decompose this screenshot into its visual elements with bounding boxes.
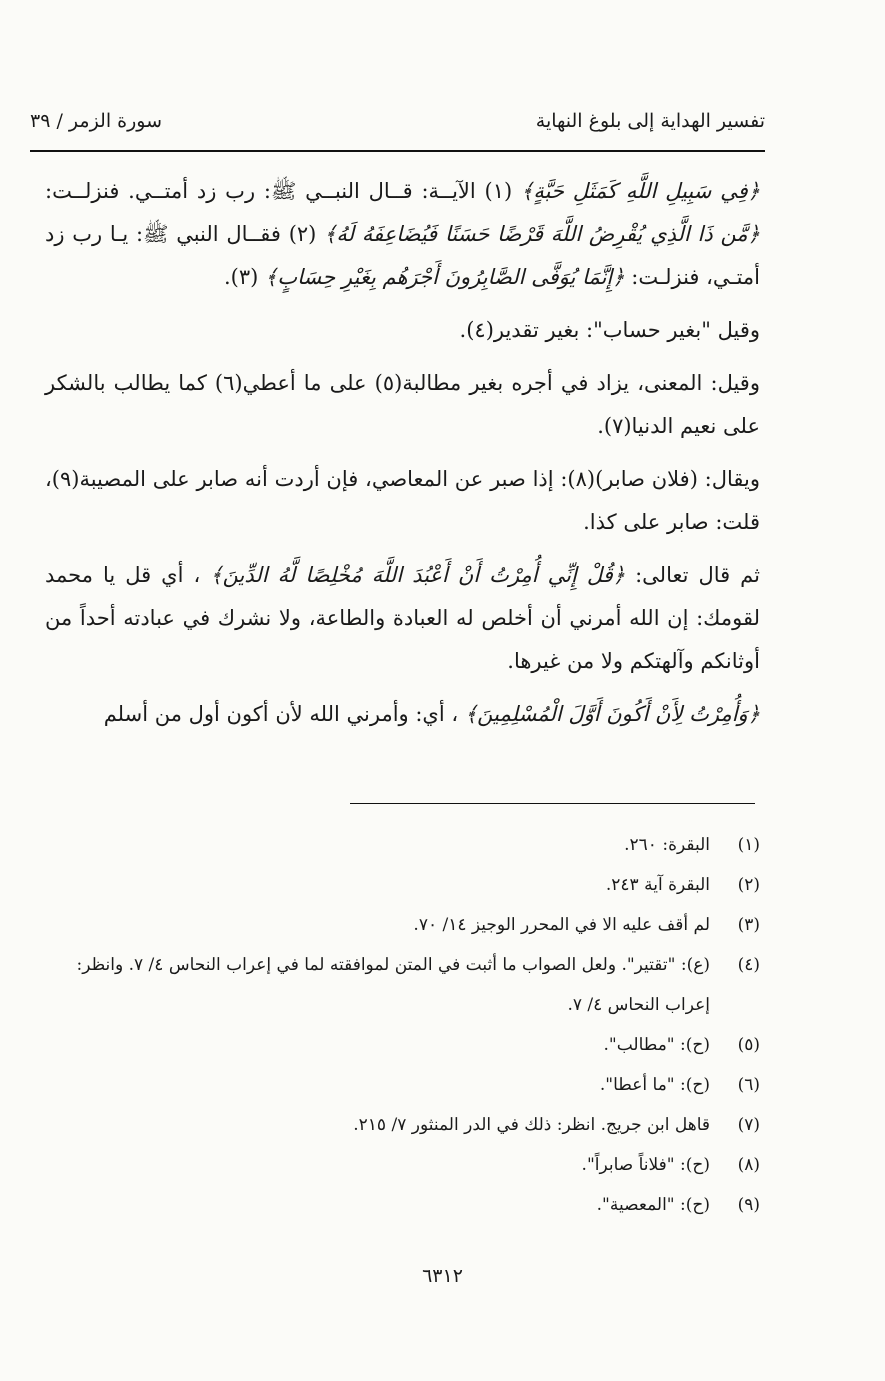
quran-verse: ﴿إِنَّمَا يُوَفَّى الصَّابِرُونَ أَجْرَهُم بِغَيْرِ حِسَابٍ﴾: [265, 265, 625, 289]
text-span: (٣).: [224, 265, 259, 289]
footnote: [30, 1185, 760, 1225]
text-span: ، أي قل يا محمد لقومك: إن الله أمرني أن أخلص له العبادة والطاعة، ولا نشرك في عبادته أحداً من أوثانكم وآلهتكم ولا من غيرها.: [45, 563, 760, 673]
paragraph-2: وقيل "بغير حساب": بغير تقدير(٤).: [459, 318, 760, 342]
main-text: [45, 170, 760, 746]
footnote: [30, 1025, 760, 1065]
header-rule: [30, 150, 765, 152]
footnote: [30, 1105, 760, 1145]
book-title: تفسير الهداية إلى بلوغ النهاية: [535, 110, 765, 132]
footnote-text: البقرة آية ٢٤٣.: [605, 875, 710, 895]
footnote-number: (٥): [737, 1035, 760, 1055]
footnote-text: (ع): "تقتير". ولعل الصواب ما أثبت في المتن لموافقته لما في إعراب النحاس ٤/ ٧. وانظر: إعراب النحاس ٤/ ٧.: [76, 955, 710, 1015]
quran-verse: ﴿قُلْ إِنِّي أُمِرْتُ أَنْ أَعْبُدَ اللَّهَ مُخْلِصًا لَّهُ الدِّينَ﴾: [210, 563, 626, 587]
footnote: [30, 825, 760, 865]
footnote: [30, 865, 760, 905]
footnote: [30, 1065, 760, 1105]
footnote-number: (٣): [737, 915, 760, 935]
footnote-rule: [350, 803, 755, 804]
text-span: (٢) فقــال النبي ﷺ: يـا رب زد أمتـي، فنزلـت:: [45, 222, 760, 289]
footnote-text: قاهل ابن جريج. انظر: ذلك في الدر المنثور ٧/ ٢١٥.: [353, 1115, 710, 1135]
footnotes: [30, 825, 760, 1225]
footnote-number: (٤): [737, 955, 760, 975]
footnote: [30, 945, 760, 1025]
footnote-number: (١): [737, 835, 760, 855]
footnote-number: (٩): [737, 1195, 760, 1215]
footnote-number: (٧): [737, 1115, 760, 1135]
footnote-text: (ح): "ما أعطا".: [599, 1075, 710, 1095]
text-span: ، أي: وأمرني الله لأن أكون أول من أسلم: [103, 702, 459, 726]
footnote-text: (ح): "فلاناً صابراً".: [581, 1155, 710, 1175]
text-span: (١) الآيــة: قــال النبــي ﷺ: رب زد أمتــي. فنزلــت:: [45, 179, 513, 203]
paragraph-1: [45, 170, 760, 299]
paragraph-4: ويقال: (فلان صابر)(٨): إذا صبر عن المعاصي، فإن أردت أنه صابر على المصيبة(٩)، قلت: صابر على كذا.: [45, 467, 760, 534]
footnote-number: (٢): [737, 875, 760, 895]
quran-verse: ﴿فِي سَبِيلِ اللَّهِ كَمَثَلِ حَبَّةٍ﴾: [521, 179, 760, 203]
footnote-number: (٦): [737, 1075, 760, 1095]
footnote-number: (٨): [737, 1155, 760, 1175]
surah-reference: سورة الزمر / ٣٩: [30, 110, 163, 132]
running-header: [30, 110, 765, 144]
page-number: ٦٣١٢: [422, 1265, 463, 1287]
footnote: [30, 1145, 760, 1185]
text-span: ثم قال تعالى:: [625, 563, 760, 587]
footnote-text: لم أقف عليه الا في المحرر الوجيز ١٤/ ٧٠.: [413, 915, 710, 935]
quran-verse: ﴿مَّن ذَا الَّذِي يُقْرِضُ اللَّهَ قَرْضًا حَسَنًا فَيُضَاعِفَهُ لَهُ﴾: [324, 222, 760, 246]
footnote-text: البقرة: ٢٦٠.: [624, 835, 710, 855]
footnote-text: (ح): "مطالب".: [603, 1035, 710, 1055]
paragraph-3: وقيل: المعنى، يزاد في أجره بغير مطالبة(٥) على ما أعطي(٦) كما يطالب بالشكر على نعيم الدنيا(٧).: [45, 371, 760, 438]
footnote-text: (ح): "المعصية".: [596, 1195, 710, 1215]
paragraph-5: [45, 554, 760, 683]
paragraph-6: [45, 693, 760, 736]
footnote: [30, 905, 760, 945]
quran-verse: ﴿وَأُمِرْتُ لِأَنْ أَكُونَ أَوَّلَ الْمُسْلِمِينَ﴾: [464, 702, 760, 726]
